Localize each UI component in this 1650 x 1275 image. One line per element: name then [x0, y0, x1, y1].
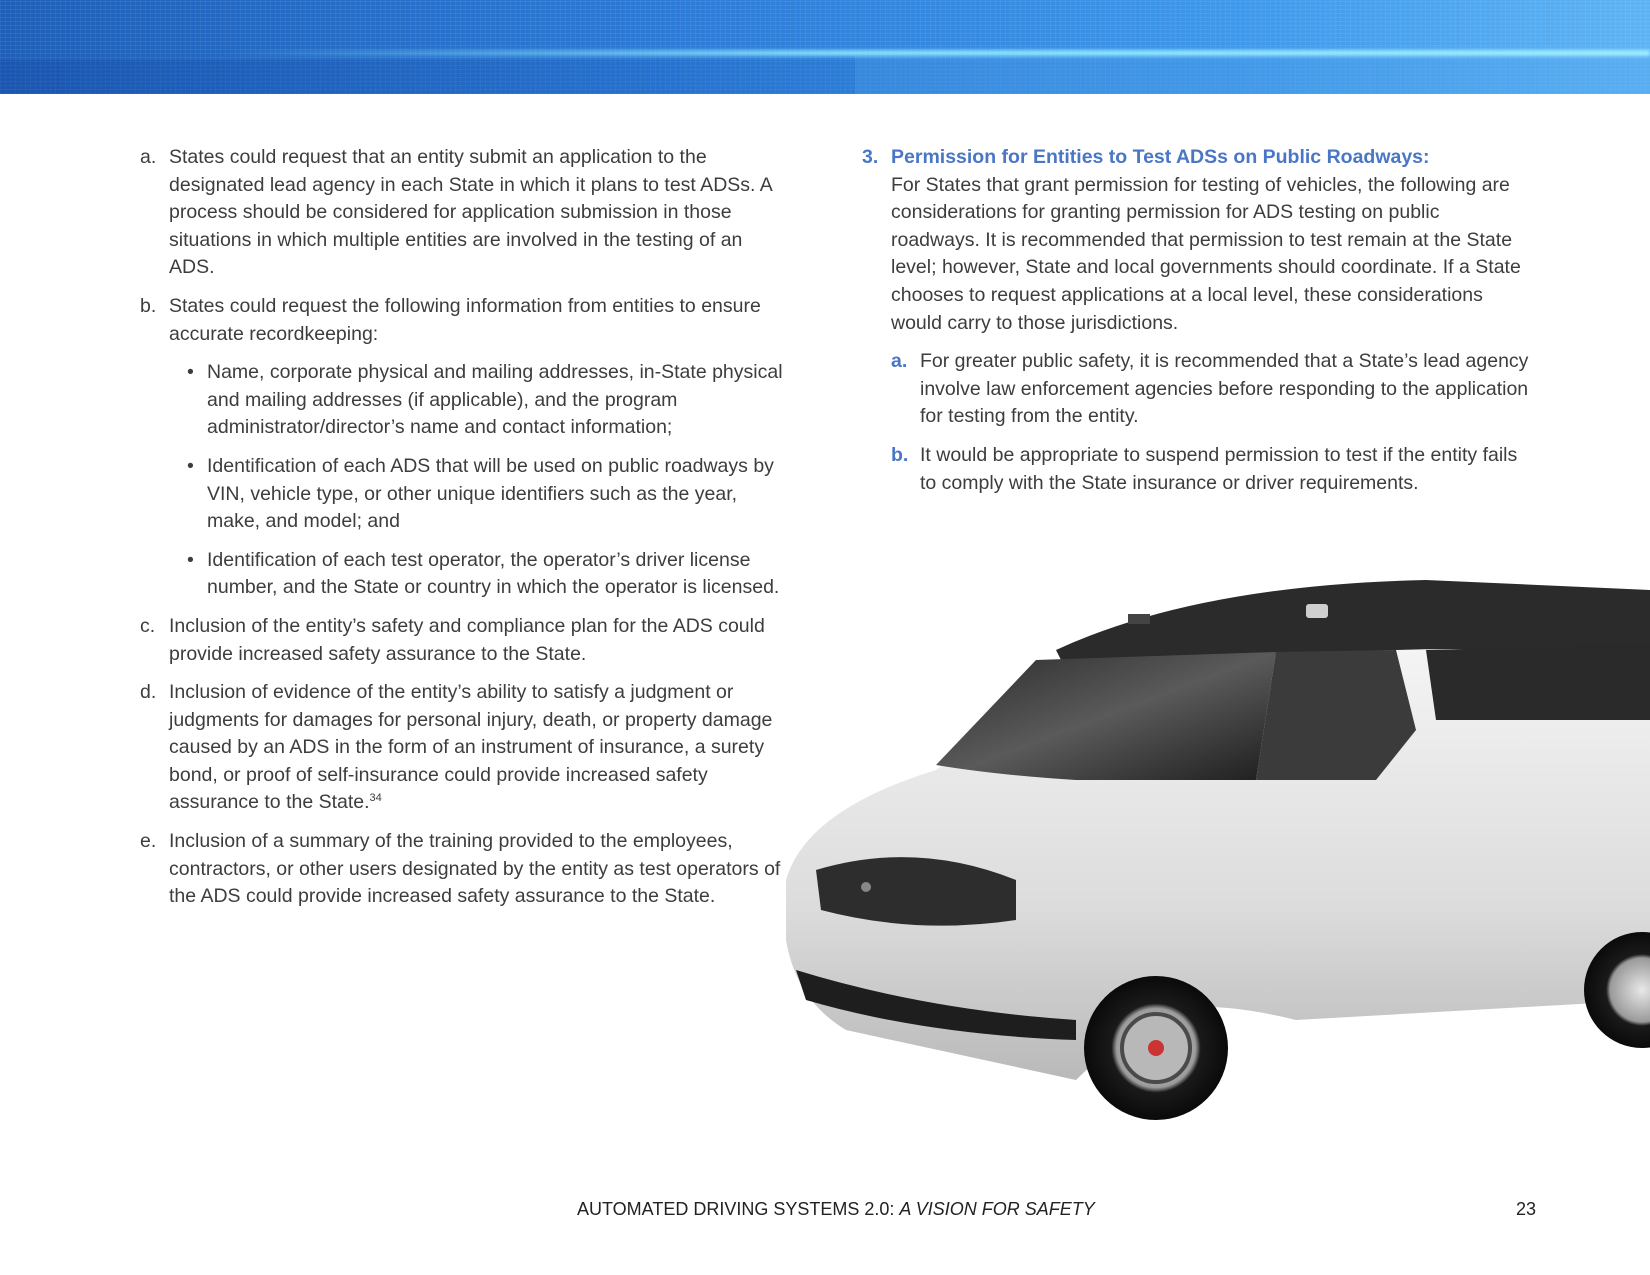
list-item-text: States could request the following information from entities to ensure accurate recordkeeping:	[169, 294, 761, 345]
footer-title: AUTOMATED DRIVING SYSTEMS 2.0: A VISION FOR SAFETY	[577, 1199, 1095, 1219]
bullet-icon: •	[187, 361, 194, 384]
list-item-a: a. For greater public safety, it is recommended that a State’s lead agency involve law enforcement agencies before responding to the application for testing from the entity.	[891, 350, 1529, 428]
section-heading: Permission for Entities to Test ADSs on Public Roadways:	[891, 146, 1430, 168]
header-banner	[0, 0, 1650, 94]
bullet-item: • Identification of each ADS that will be used on public roadways by VIN, vehicle type, or other unique identifiers such as the year, make, and model; and	[187, 454, 774, 533]
section-body: For States that grant permission for testing of vehicles, the following are considerations for granting permission for ADS testing on public roadways. It is recommended that permission to test remain at the State level; however, State and local governments should coordinate. If a State chooses to request applications at a local level, these considerations would carry to those jurisdictions.	[891, 173, 1521, 334]
right-column	[862, 144, 1532, 508]
list-item-text: Inclusion of the entity’s safety and compliance plan for the ADS could provide increased safety assurance to the State.	[169, 614, 765, 665]
list-item-d: d. Inclusion of evidence of the entity’s ability to satisfy a judgment or judgments for damages for personal injury, death, or property damage caused by an ADS in the form of an instrument of insurance, a surety bond, or proof of self-insurance could provide increased safety assurance to the State.$^{34}$	[140, 681, 773, 814]
list-item-text: Inclusion of a summary of the training provided to the employees, contractors, or other users designated by the entity as test operators of the ADS could provide increased safety assurance to the State.	[169, 830, 781, 908]
bullet-icon: •	[187, 548, 194, 571]
bullet-icon: •	[187, 454, 194, 477]
section-number: 3.	[862, 146, 879, 168]
left-column	[140, 144, 790, 922]
list-item-b: b. It would be appropriate to suspend permission to test if the entity fails to comply with the State insurance or driver requirements.	[891, 443, 1518, 494]
page-number: 23	[1516, 1199, 1537, 1219]
list-item-e: e. Inclusion of a summary of the training provided to the employees, contractors, or other users designated by the entity as test operators of the ADS could provide increased safety assurance to the State.	[140, 830, 781, 908]
list-item-c: c. Inclusion of the entity’s safety and compliance plan for the ADS could provide increased safety assurance to the State.	[140, 614, 765, 665]
autonomous-van-icon	[776, 580, 1650, 1150]
list-item-text: For greater public safety, it is recommended that a State’s lead agency involve law enforcement agencies before responding to the application for testing from the entity.	[920, 350, 1529, 428]
bullet-item: • Identification of each test operator, the operator’s driver license number, and the State or country in which the operator is licensed.	[187, 548, 780, 599]
footnote-ref[interactable]: 34	[369, 792, 382, 805]
list-item-text: States could request that an entity submit an application to the designated lead agency in each State in which it plans to test ADSs. A process should be considered for application submission in those situations in which multiple entities are involved in the testing of an ADS.	[169, 146, 772, 279]
list-item-text: It would be appropriate to suspend permission to test if the entity fails to comply with the State insurance or driver requirements.	[920, 443, 1518, 494]
section-3	[862, 144, 1532, 497]
list-item-text: Inclusion of evidence of the entity’s ability to satisfy a judgment or judgments for damages for personal injury, death, or property damage caused by an ADS in the form of an instrument of insurance, a surety bond, or proof of self-insurance could provide increased safety assurance to the State.	[169, 681, 773, 814]
bullet-item: • Name, corporate physical and mailing addresses, in-State physical and mailing addresses (if applicable), and the program administrator/director’s name and contact information;	[187, 361, 783, 439]
list-item-a: a. States could request that an entity submit an application to the designated lead agency in each State in which it plans to test ADSs. A process should be considered for application submission in those situations in which multiple entities are involved in the testing of an ADS.	[140, 146, 772, 279]
list-item-b: b. States could request the following information from entities to ensure accurate recordkeeping: • Name, corporate physical and mailing addresses, in-State physical and mailing addresses (if applicable), and the program administrator/director’s name and contact information; • Identification of each ADS that will be used on public roadways by VIN, vehicle type, or other unique identifiers such as the year, make, and model; and • Identification of each test operator, the operator’s driver license number, and the State or country in which the operator is licensed.	[140, 293, 790, 602]
